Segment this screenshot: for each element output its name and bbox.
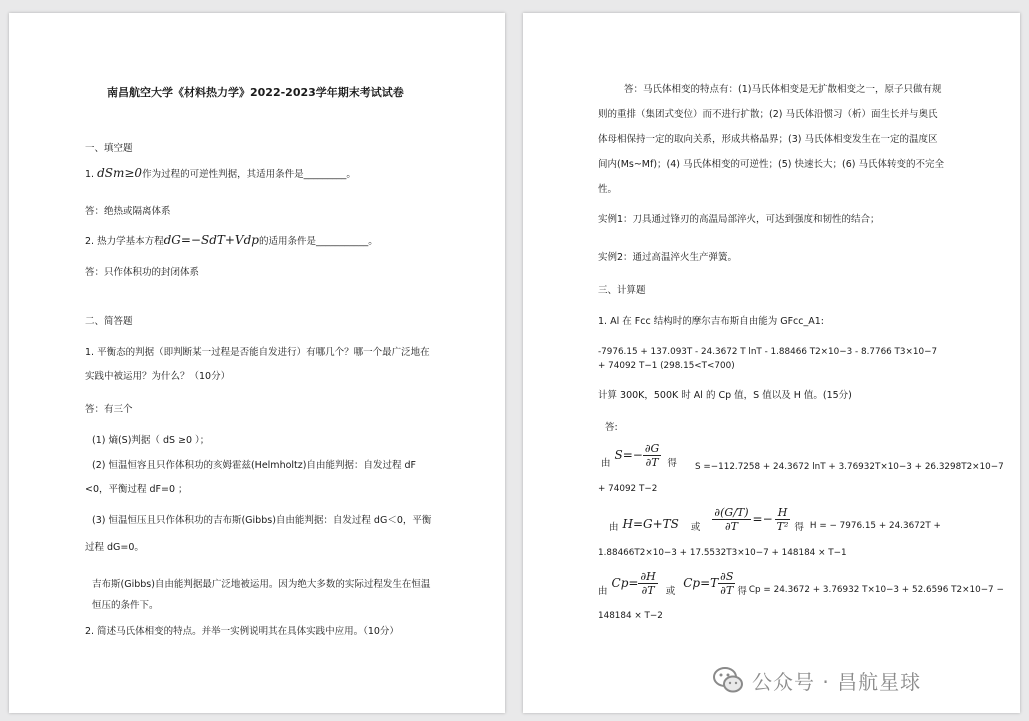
cp-lhs: Cp=	[611, 576, 639, 590]
enthalpy-equation	[609, 505, 941, 533]
example-1: 实例1：刀具通过锋刃的高温局部淬火，可达到强度和韧性的结合；	[598, 214, 880, 225]
gibbs-energy-formula: -7976.15 + 137.093T - 24.3672 T lnT - 1.88466 T2×10−3 - 8.7766 T3×10−7 + 74092 T−1 (298.15<T<700)	[598, 347, 938, 371]
dh-dt-fraction	[638, 570, 657, 597]
question-1-text: 作为过程的可逆性判据，其适用条件是_________。	[142, 169, 356, 180]
word-de: 得	[737, 586, 747, 597]
section-calculation: 三、计算题	[598, 285, 646, 296]
answer-2: 答：只作体积功的封闭体系	[85, 267, 200, 278]
ds-dt-fraction	[718, 570, 735, 597]
word-huo: 或	[665, 586, 676, 597]
document-page-left	[9, 13, 505, 713]
calc-question-1: 1. Al 在 Fcc 结构时的摩尔吉布斯自由能为 GFcc_A1:	[598, 316, 824, 327]
question-2-suffix: 的适用条件是___________。	[258, 236, 378, 247]
wechat-icon	[712, 665, 744, 695]
gibbs-explanation: 吉布斯(Gibbs)自由能判据最广泛地被运用。因为绝大多数的实际过程发生在恒温恒压的条件下。	[92, 579, 431, 611]
word-huo: 或	[690, 522, 701, 533]
frac-den: ∂T	[720, 583, 734, 597]
example-2: 实例2：通过高温淬火生产弹簧。	[598, 252, 738, 263]
frac-num: ∂S	[720, 569, 734, 583]
short-question-2: 2. 简述马氏体相变的特点。并举一实例说明其在具体实践中应用。（10分）	[85, 626, 399, 637]
entropy-result-line-1: S =−112.7258 + 24.3672 lnT + 3.76932T×10−3 + 26.3298T2×10−7	[695, 462, 1004, 472]
h-t2-fraction	[775, 506, 791, 533]
criterion-helmholtz: (2) 恒温恒容且只作体积功的亥姆霍兹(Helmholtz)自由能判据：自发过程 dF <0，平衡过程 dF=0 ；	[85, 460, 416, 495]
frac-num: ∂G	[644, 441, 660, 455]
enthalpy-result-line-2: 1.88466T2×10−3 + 17.5532T3×10−7 + 148184 × T−1	[598, 548, 847, 558]
heat-capacity-result-line-1: Cp = 24.3672 + 3.76932 T×10−3 + 52.6596 T2×10−7 −	[748, 585, 1004, 595]
s-lhs: S=−	[614, 448, 643, 462]
heat-capacity-equation	[598, 569, 1004, 597]
entropy-equation	[601, 441, 677, 469]
frac-num: H	[775, 506, 791, 520]
frac-num: ∂(G/T)	[714, 505, 749, 519]
watermark-text: 公众号 · 昌航星球	[752, 669, 922, 694]
h-mid: =−	[752, 512, 773, 526]
martensite-answer: 答：马氏体相变的特点有：(1)马氏体相变是无扩散相变之一，原子只做有规则的重排（集团式变位）而不进行扩散；(2) 马氏体沿惯习（析）面生长并与奥氏体母相保持一定的取向关系，形成共格晶界；(3) 马氏体相变发生在一定的温度区间内(Ms~Mf)；(4) 马氏体相变的可逆性；(5) 快速长大；(6) 马氏体转变的不完全性。	[598, 84, 944, 195]
question-2-prefix: 2. 热力学基本方程	[85, 236, 164, 247]
enthalpy-result-line-1: H = − 7976.15 + 24.3672T +	[809, 521, 941, 531]
section-short-answer: 二、简答题	[85, 316, 133, 327]
calc-task: 计算 300K，500K 时 Al 的 Cp 值，S 值以及 H 值。(15分)	[598, 390, 852, 401]
exam-title: 南昌航空大学《材料热力学》2022-2023学年期末考试试卷	[107, 86, 404, 99]
entropy-result-line-2: + 74092 T−2	[598, 484, 658, 494]
criterion-entropy: (1) 熵(S)判据（ dS ≥0 ）；	[92, 435, 210, 446]
answer-1: 答：绝热或隔离体系	[85, 206, 171, 217]
word-de: 得	[794, 522, 804, 533]
short-question-1: 1. 平衡态的判据（即判断某一过程是否能自发进行）有哪几个？哪一个最广泛地在实践中被运用？为什么？（10分）	[85, 347, 430, 382]
math-dsm: dSm≥0	[97, 166, 143, 180]
word-you: 由	[609, 522, 619, 533]
h-eq: H=G+TS	[622, 517, 679, 531]
word-you: 由	[601, 458, 611, 469]
math-dg: dG=−SdT+Vdp	[163, 233, 259, 247]
cp2-lhs: Cp=T	[683, 576, 719, 590]
frac-den: ∂T	[645, 455, 659, 469]
question-1: 1. dSm≥0作为过程的可逆性判据，其适用条件是_________。	[85, 166, 356, 180]
word-de: 得	[667, 458, 677, 469]
frac-den: ∂T	[641, 583, 655, 597]
frac-num: ∂H	[640, 569, 656, 583]
document-page-right	[523, 13, 1020, 713]
watermark	[712, 664, 921, 696]
answer-label: 答:	[605, 422, 618, 433]
dg-dt-fraction	[643, 442, 661, 469]
word-you: 由	[598, 586, 608, 597]
frac-den: T²	[776, 519, 789, 533]
frac-den: ∂T	[724, 519, 738, 533]
heat-capacity-result-line-2: 148184 × T−2	[598, 611, 663, 621]
criterion-gibbs: (3) 恒温恒压且只作体积功的吉布斯(Gibbs)自由能判据：自发过程 dG＜0，平衡过程 dG=0。	[85, 515, 432, 553]
section-fill-in: 一、填空题	[85, 143, 133, 154]
dgt-dt-fraction	[712, 506, 750, 533]
question-2	[85, 234, 378, 248]
short-answer-1-intro: 答：有三个	[85, 404, 133, 415]
